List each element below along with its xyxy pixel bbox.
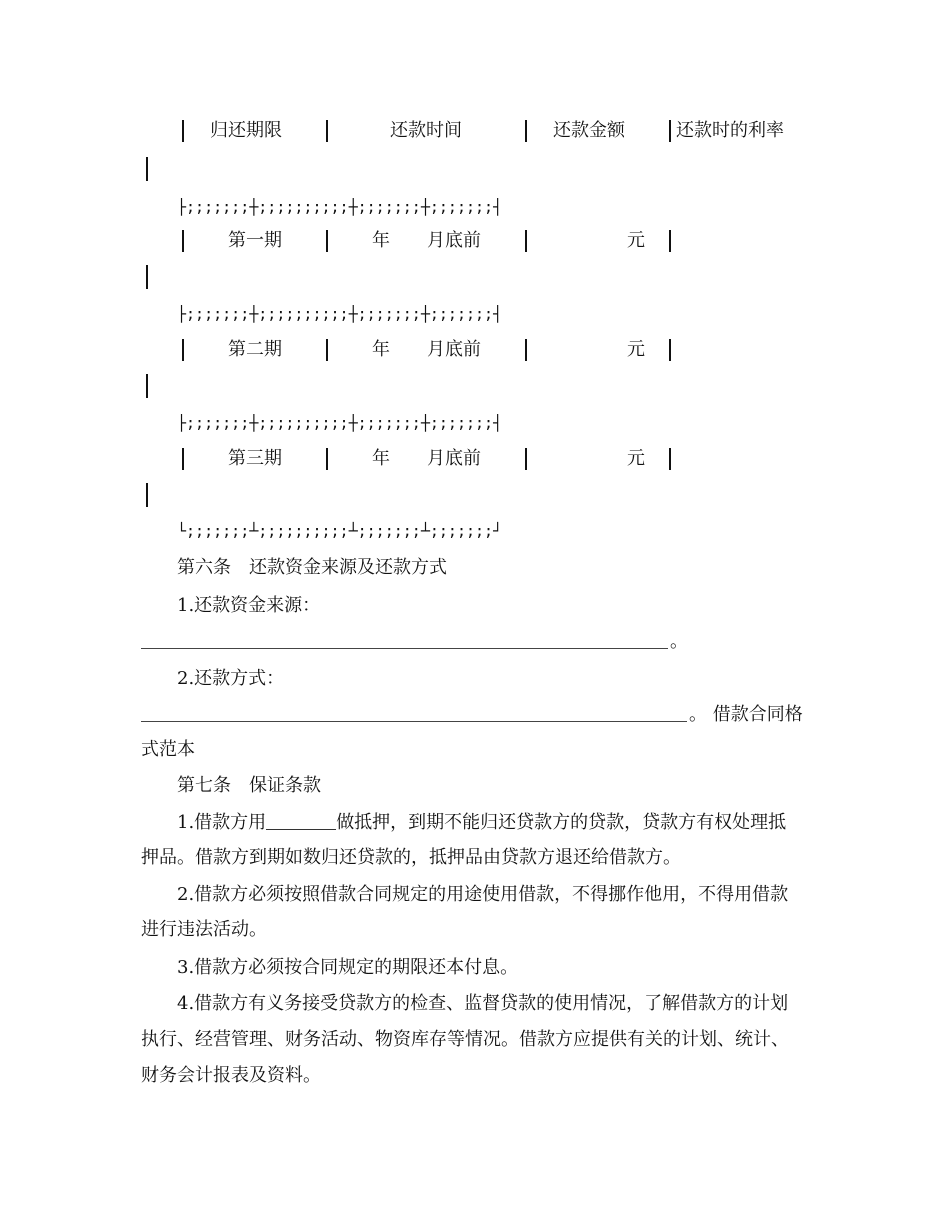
table-border-wrap <box>146 265 148 289</box>
article-7-item-4: 4.借款方有义务接受贷款方的检查、监督贷款的使用情况，了解借款方的计划 <box>177 993 789 1014</box>
article-6-item-1-label: 1.还款资金来源： <box>177 595 321 616</box>
header-rate: 还款时的利率 <box>676 120 784 141</box>
header-return-period: 归还期限 <box>210 120 282 141</box>
article-7-item-4-cont: 执行、经营管理、财务活动、物资库存等情况。借款方应提供有关的计划、统计、 <box>141 1029 789 1050</box>
table-separator: ├;;;;;;;┼;;;;;;;;;;┼;;;;;;;┼;;;;;;;┤ <box>177 305 503 323</box>
row-year: 年 <box>372 448 390 469</box>
article-6-item-1-end: 。 <box>670 631 688 652</box>
table-border <box>326 230 328 252</box>
table-border <box>525 230 527 252</box>
row-year: 年 <box>372 339 390 360</box>
table-border <box>182 339 184 361</box>
table-border-wrap <box>146 374 148 398</box>
table-border <box>182 120 184 142</box>
table-border <box>669 120 671 142</box>
row-unit: 元 <box>627 339 645 360</box>
fill-in-blank <box>266 811 336 830</box>
table-border <box>669 339 671 361</box>
table-border <box>326 339 328 361</box>
article-7-item-1-start: 1.借款方用 <box>177 812 267 833</box>
row-year: 年 <box>372 230 390 251</box>
article-6-item-2-label: 2.还款方式： <box>177 668 285 689</box>
header-repay-amount: 还款金额 <box>553 120 625 141</box>
fill-in-line <box>141 648 668 649</box>
table-separator: ├;;;;;;;┼;;;;;;;;;;┼;;;;;;;┼;;;;;;;┤ <box>177 414 503 432</box>
table-border <box>669 230 671 252</box>
article-6-title: 第六条 还款资金来源及还款方式 <box>177 557 447 578</box>
table-separator: ├;;;;;;;┼;;;;;;;;;;┼;;;;;;;┼;;;;;;;┤ <box>177 198 503 216</box>
article-6-item-2-wrap: 式范本 <box>141 739 195 760</box>
row-month: 月底前 <box>427 448 481 469</box>
article-7-item-1 <box>177 811 786 835</box>
table-border <box>326 448 328 470</box>
table-border <box>525 120 527 142</box>
article-6-item-2-end: 。 借款合同格 <box>689 704 803 725</box>
row-unit: 元 <box>627 448 645 469</box>
row-month: 月底前 <box>427 339 481 360</box>
table-border <box>525 448 527 470</box>
table-border <box>669 448 671 470</box>
article-7-item-1-rest: 做抵押，到期不能归还贷款方的贷款，贷款方有权处理抵 <box>336 812 787 833</box>
row-period: 第三期 <box>228 448 282 469</box>
table-border <box>525 339 527 361</box>
row-month: 月底前 <box>427 230 481 251</box>
header-repay-time: 还款时间 <box>390 120 462 141</box>
table-border <box>182 230 184 252</box>
fill-in-line <box>141 721 687 722</box>
row-period: 第一期 <box>228 230 282 251</box>
article-7-item-2-cont: 进行违法活动。 <box>141 919 267 940</box>
article-7-item-4-cont-2: 财务会计报表及资料。 <box>141 1065 321 1086</box>
table-border <box>326 120 328 142</box>
row-unit: 元 <box>627 230 645 251</box>
table-bottom-border: └;;;;;;;┴;;;;;;;;;;┴;;;;;;;┴;;;;;;;┘ <box>177 522 503 540</box>
article-7-title: 第七条 保证条款 <box>177 775 321 796</box>
article-7-item-3: 3.借款方必须按合同规定的期限还本付息。 <box>177 957 519 978</box>
article-7-item-1-cont: 押品。借款方到期如数归还贷款的，抵押品由贷款方退还给借款方。 <box>141 847 681 868</box>
table-border-wrap <box>146 483 148 507</box>
row-period: 第二期 <box>228 339 282 360</box>
article-7-item-2: 2.借款方必须按照借款合同规定的用途使用借款，不得挪作他用，不得用借款 <box>177 884 789 905</box>
table-border-wrap <box>146 157 148 181</box>
table-border <box>182 448 184 470</box>
